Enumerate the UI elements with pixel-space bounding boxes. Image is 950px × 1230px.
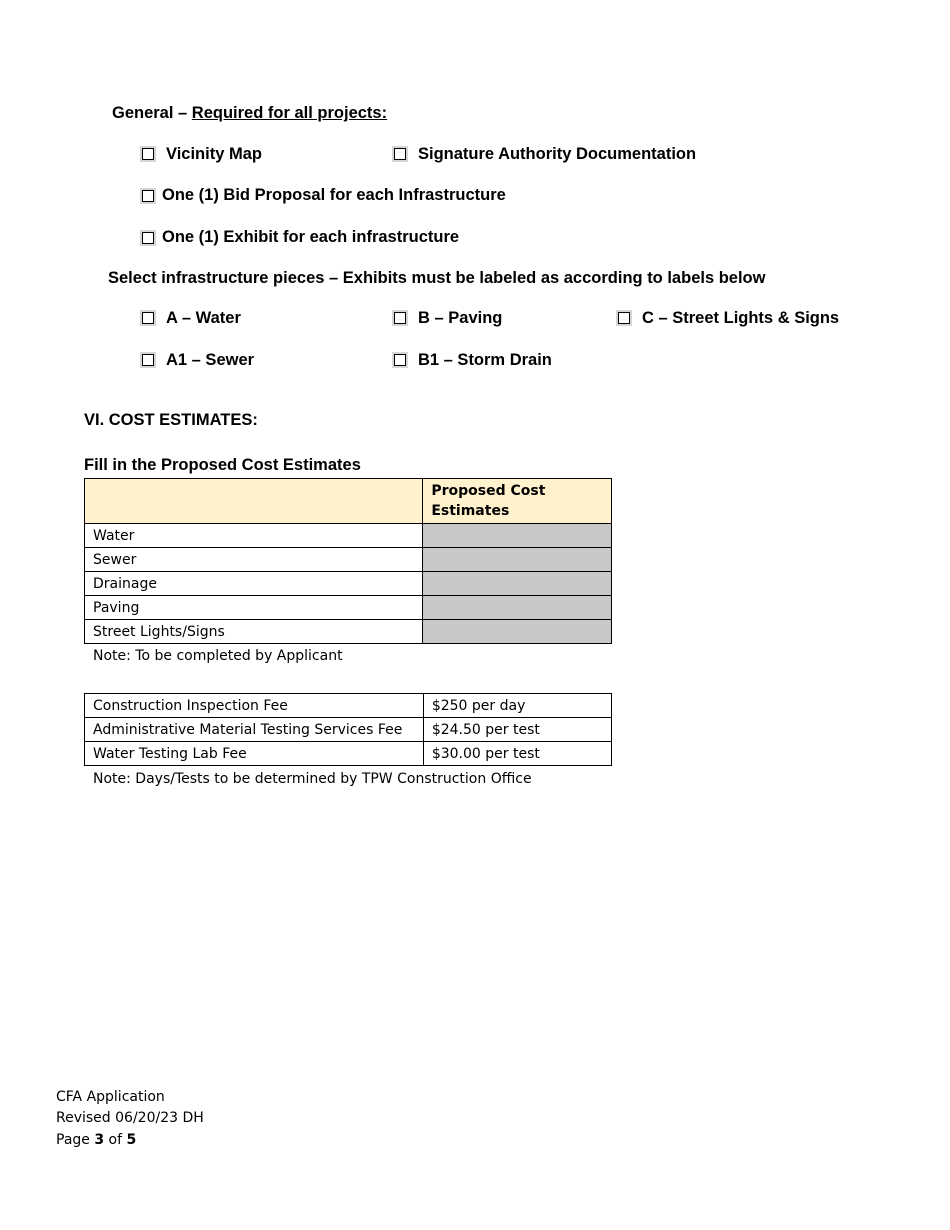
street-lights-checkbox[interactable] xyxy=(616,310,632,326)
row-label: Paving xyxy=(85,596,423,620)
footer-app-name: CFA Application xyxy=(56,1089,165,1105)
row-label: Water xyxy=(85,524,423,548)
fees-table xyxy=(84,693,612,766)
street-lights-label: C – Street Lights & Signs xyxy=(642,309,840,327)
header-blank-cell xyxy=(85,479,423,524)
storm-drain-label: B1 – Storm Drain xyxy=(418,351,552,369)
paving-cost-input[interactable] xyxy=(423,596,612,620)
table-row xyxy=(85,572,612,596)
drainage-cost-input[interactable] xyxy=(423,572,612,596)
table-header-row xyxy=(85,479,612,524)
general-heading: General – Required for all projects: xyxy=(112,104,388,122)
table-row xyxy=(85,596,612,620)
fee-value: $30.00 per test xyxy=(423,742,611,766)
row-label: Sewer xyxy=(85,548,423,572)
exhibit-checkbox[interactable] xyxy=(140,230,156,246)
required-label: Required for all projects: xyxy=(191,104,388,122)
fee-label: Water Testing Lab Fee xyxy=(85,742,424,766)
water-checkbox[interactable] xyxy=(140,310,156,326)
sewer-cost-input[interactable] xyxy=(423,548,612,572)
cost-note: Note: To be completed by Applicant xyxy=(93,648,343,664)
fees-note: Note: Days/Tests to be determined by TPW Construction Office xyxy=(93,771,532,787)
exhibit-label: One (1) Exhibit for each infrastructure xyxy=(162,228,460,246)
paving-checkbox[interactable] xyxy=(392,310,408,326)
storm-drain-checkbox[interactable] xyxy=(392,352,408,368)
bid-proposal-label: One (1) Bid Proposal for each Infrastructure xyxy=(162,186,506,204)
bid-proposal-checkbox[interactable] xyxy=(140,188,156,204)
header-proposed-cost: Proposed Cost Estimates xyxy=(423,479,612,524)
row-label: Drainage xyxy=(85,572,423,596)
cost-estimates-table xyxy=(84,478,612,644)
table-row xyxy=(85,718,612,742)
paving-label: B – Paving xyxy=(418,309,503,327)
fee-value: $24.50 per test xyxy=(423,718,611,742)
fee-label: Construction Inspection Fee xyxy=(85,694,424,718)
row-label: Street Lights/Signs xyxy=(85,620,423,644)
sewer-label: A1 – Sewer xyxy=(166,351,255,369)
table-row xyxy=(85,694,612,718)
table-row xyxy=(85,620,612,644)
table-row xyxy=(85,524,612,548)
footer-revised: Revised 06/20/23 DH xyxy=(56,1110,204,1126)
fill-in-title: Fill in the Proposed Cost Estimates xyxy=(84,456,361,474)
fee-label: Administrative Material Testing Services Fee xyxy=(85,718,424,742)
table-row xyxy=(85,548,612,572)
water-label: A – Water xyxy=(166,309,241,327)
sewer-checkbox[interactable] xyxy=(140,352,156,368)
signature-authority-checkbox[interactable] xyxy=(392,146,408,162)
vicinity-map-checkbox[interactable] xyxy=(140,146,156,162)
signature-authority-label: Signature Authority Documentation xyxy=(418,145,697,163)
fee-value: $250 per day xyxy=(423,694,611,718)
footer-page-number: Page 3 of 5 xyxy=(56,1132,137,1148)
infrastructure-heading: Select infrastructure pieces – Exhibits must be labeled as according to labels below xyxy=(108,269,766,287)
table-row xyxy=(85,742,612,766)
street-lights-cost-input[interactable] xyxy=(423,620,612,644)
cost-section-title: VI. COST ESTIMATES: xyxy=(84,411,258,429)
vicinity-map-label: Vicinity Map xyxy=(166,145,262,163)
water-cost-input[interactable] xyxy=(423,524,612,548)
